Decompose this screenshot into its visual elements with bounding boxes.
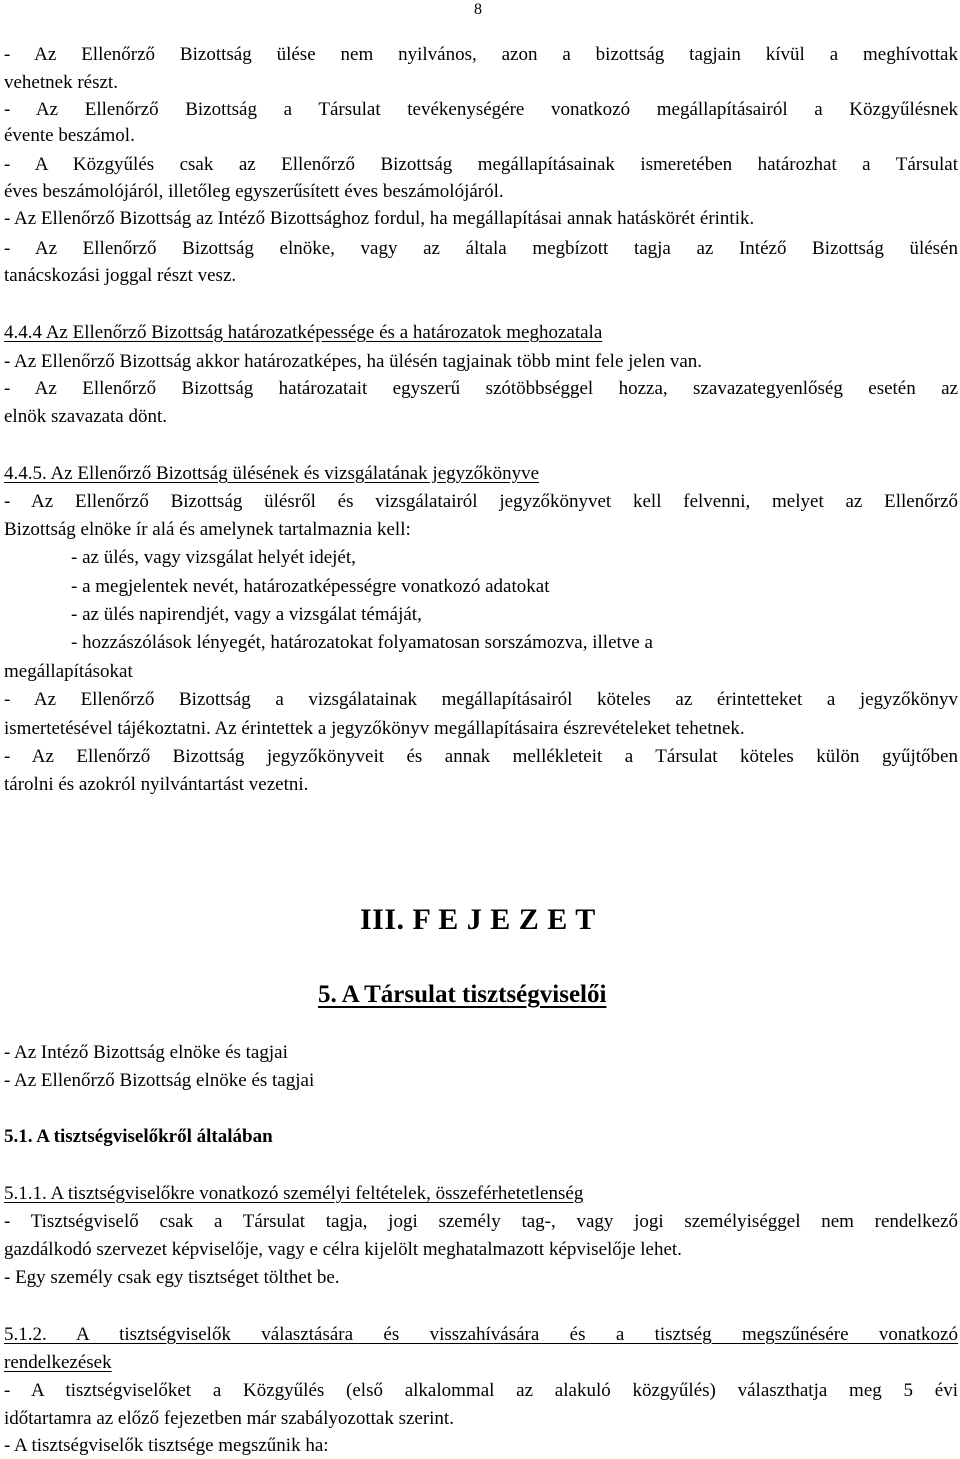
text-line: évente beszámol. (4, 125, 135, 146)
text-line: tárolni és azokról nyilvántartást vezetni. (4, 774, 309, 795)
section-heading-5-1-2: 5.1.2. A tisztségviselők választására és visszahívására és a tisztség megszűnésére vonatkozó (4, 1324, 958, 1345)
section-heading-5-1-2-cont: rendelkezések (4, 1352, 112, 1373)
list-item: - hozzászólások lényegét, határozatokat folyamatosan sorszámozva, illetve a (71, 632, 653, 653)
text-line: - Az Ellenőrző Bizottság ülésről és vizsgálatairól jegyzőkönyvet kell felvenni, melyet az Ellenőrző (4, 491, 958, 512)
text-line: - Egy személy csak egy tisztséget tölthet be. (4, 1267, 340, 1288)
text-line: - Az Intéző Bizottság elnöke és tagjai (4, 1042, 288, 1063)
text-line: - Az Ellenőrző Bizottság a vizsgálatainak megállapításairól köteles az érintetteket a jegyzőkönyv (4, 689, 958, 710)
chapter-title: III. F E J E Z E T (360, 903, 596, 936)
text-line: - Az Ellenőrző Bizottság jegyzőkönyveit és annak mellékleteit a Társulat köteles külön gyűjtőben (4, 746, 958, 767)
text-line: - A tisztségviselők tisztsége megszűnik ha: (4, 1435, 329, 1456)
text-line: időtartamra az előző fejezetben már szabályozottak szerint. (4, 1408, 454, 1429)
text-line: - Tisztségviselő csak a Társulat tagja, jogi személy tag-, vagy jogi személyiséggel nem rendelkező (4, 1211, 958, 1232)
text-line: éves beszámolójáról, illetőleg egyszerűsített éves beszámolójáról. (4, 181, 504, 202)
section-heading-5-1-1: 5.1.1. A tisztségviselőkre vonatkozó személyi feltételek, összeférhetetlenség (4, 1183, 584, 1204)
text-line: - Az Ellenőrző Bizottság ülése nem nyilvános, azon a bizottság tagjain kívül a meghívottak (4, 44, 958, 65)
text-line: elnök szavazata dönt. (4, 406, 168, 427)
page-number: 8 (474, 1, 482, 18)
text-line: - A Közgyűlés csak az Ellenőrző Bizottság megállapításainak ismeretében határozhat a Társulat (4, 154, 958, 175)
text-line: ismertetésével tájékoztatni. Az érintettek a jegyzőkönyv megállapításaira észrevételeket tehetnek. (4, 718, 745, 739)
text-line: - Az Ellenőrző Bizottság elnöke és tagjai (4, 1070, 315, 1091)
text-line: - A tisztségviselőket a Közgyűlés (első alkalommal az alakuló közgyűlés) választhatja meg 5 évi (4, 1380, 958, 1401)
section-title: 5. A Társulat tisztségviselői (318, 981, 607, 1008)
text-line: Bizottság elnöke ír alá és amelynek tartalmaznia kell: (4, 519, 411, 540)
section-heading-4-4-4: 4.4.4 Az Ellenőrző Bizottság határozatképessége és a határozatok meghozatala (4, 322, 603, 343)
text-line: gazdálkodó szervezet képviselője, vagy e célra kijelölt meghatalmazott képviselője lehet. (4, 1239, 682, 1260)
text-line: megállapításokat (4, 661, 133, 682)
text-line: - Az Ellenőrző Bizottság akkor határozatképes, ha ülésén tagjainak több mint fele jelen van. (4, 351, 702, 372)
list-item: - az ülés, vagy vizsgálat helyét idejét, (71, 547, 356, 568)
text-line: - Az Ellenőrző Bizottság az Intéző Bizottsághoz fordul, ha megállapításai annak hatáskörét érintik. (4, 208, 755, 229)
text-line: - Az Ellenőrző Bizottság a Társulat tevékenységére vonatkozó megállapításairól a Közgyűlésnek (4, 99, 958, 120)
section-heading-4-4-5: 4.4.5. Az Ellenőrző Bizottság ülésének és vizsgálatának jegyzőkönyve (4, 463, 540, 484)
text-line: tanácskozási joggal részt vesz. (4, 265, 237, 286)
list-item: - a megjelentek nevét, határozatképességre vonatkozó adatokat (71, 576, 550, 597)
text-line: - Az Ellenőrző Bizottság elnöke, vagy az általa megbízott tagja az Intéző Bizottság ülésén (4, 238, 958, 259)
text-line: - Az Ellenőrző Bizottság határozatait egyszerű szótöbbséggel hozza, szavazategyenlőség esetén az (4, 378, 958, 399)
subsection-heading-5-1: 5.1. A tisztségviselőkről általában (4, 1126, 273, 1147)
list-item: - az ülés napirendjét, vagy a vizsgálat témáját, (71, 604, 422, 625)
text-line: vehetnek részt. (4, 72, 118, 93)
